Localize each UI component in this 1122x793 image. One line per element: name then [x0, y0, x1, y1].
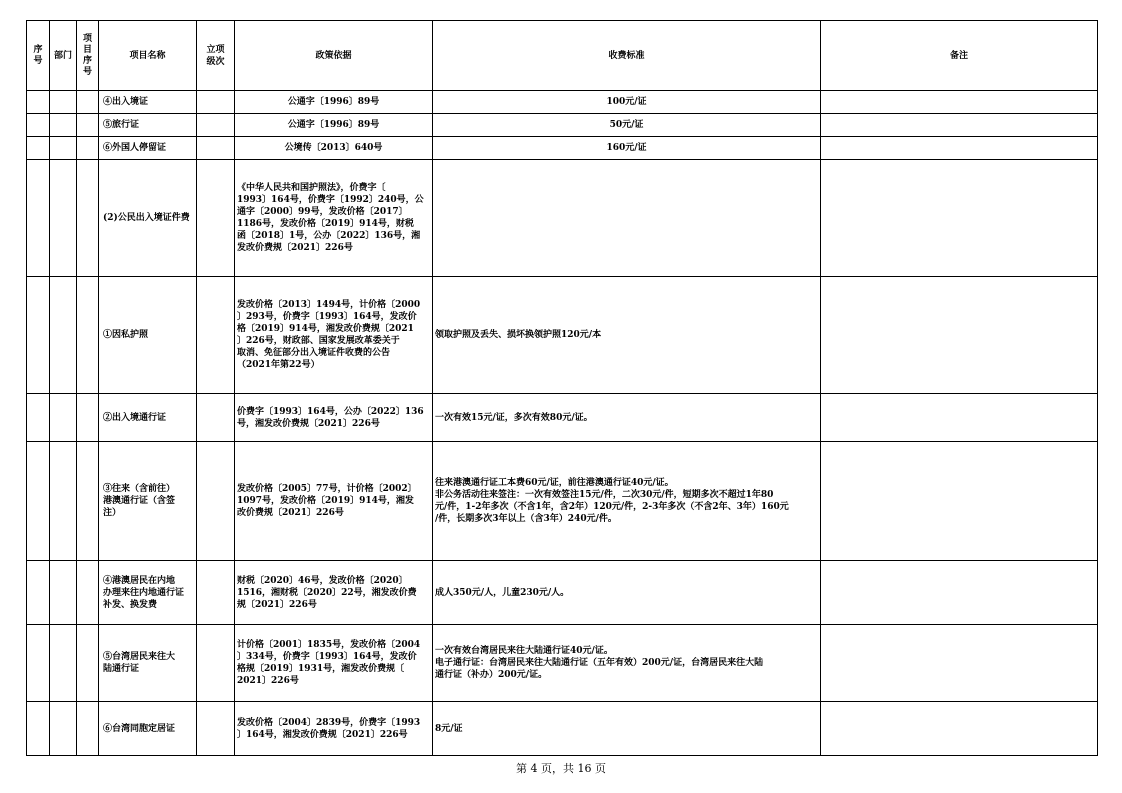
table-row: [27, 442, 1098, 561]
header-row: [27, 21, 1098, 91]
level-cell: [197, 394, 235, 442]
level-cell: [197, 160, 235, 277]
seq-cell: [27, 277, 50, 394]
header-level: 立项 级次: [197, 21, 235, 91]
item-seq-cell: [77, 442, 99, 561]
level-cell: [197, 91, 235, 114]
remark-cell: [821, 561, 1098, 625]
level-cell: [197, 702, 235, 756]
policy-cell: 公通字〔1996〕89号: [235, 91, 433, 114]
item-name-cell: ①因私护照: [99, 277, 197, 394]
dept-cell: [50, 702, 77, 756]
header-remark: 备注: [821, 21, 1098, 91]
table-row: [27, 561, 1098, 625]
table-row: [27, 137, 1098, 160]
remark-cell: [821, 277, 1098, 394]
table-row: [27, 91, 1098, 114]
standard-cell: 50元/证: [433, 114, 821, 137]
seq-cell: [27, 702, 50, 756]
policy-cell: 财税〔2020〕46号，发改价格〔2020〕 1516，湘财税〔2020〕22号，湘发改价费 规〔2021〕226号: [235, 561, 433, 625]
dept-cell: [50, 91, 77, 114]
standard-cell: 领取护照及丢失、损坏换领护照120元/本: [433, 277, 821, 394]
dept-cell: [50, 394, 77, 442]
header-item-name: 项目名称: [99, 21, 197, 91]
standard-cell: 100元/证: [433, 91, 821, 114]
policy-cell: 《中华人民共和国护照法》，价费字〔 1993〕164号，价费字〔1992〕240号，公 通字〔2000〕99号，发改价格〔2017〕 1186号，发改价格〔2019〕914号，财税 函〔2018〕1号，公办〔2022〕136号，湘 发改价费规〔2021〕226号: [235, 160, 433, 277]
item-name-cell: ⑤旅行证: [99, 114, 197, 137]
remark-cell: [821, 702, 1098, 756]
standard-cell: 往来港澳通行证工本费60元/证，前往港澳通行证40元/证。 非公务活动往来签注：一次有效签注15元/件，二次30元/件，短期多次不超过1年80 元/件，1-2年多次（不含1年，含2年）120元/件，2-3年多次（不含2年、3年）160元 /件，长期多次3年以上（含3年）240元/件。: [433, 442, 821, 561]
item-name-cell: ④港澳居民在内地 办理来往内地通行证 补发、换发费: [99, 561, 197, 625]
header-seq: 序 号: [27, 21, 50, 91]
item-name-cell: (2)公民出入境证件费: [99, 160, 197, 277]
level-cell: [197, 561, 235, 625]
dept-cell: [50, 114, 77, 137]
header-standard: 收费标准: [433, 21, 821, 91]
policy-cell: 公通字〔1996〕89号: [235, 114, 433, 137]
item-name-cell: ④出入境证: [99, 91, 197, 114]
remark-cell: [821, 625, 1098, 702]
seq-cell: [27, 625, 50, 702]
level-cell: [197, 114, 235, 137]
level-cell: [197, 442, 235, 561]
seq-cell: [27, 561, 50, 625]
dept-cell: [50, 442, 77, 561]
remark-cell: [821, 394, 1098, 442]
header-dept: 部门: [50, 21, 77, 91]
level-cell: [197, 137, 235, 160]
remark-cell: [821, 114, 1098, 137]
dept-cell: [50, 561, 77, 625]
item-seq-cell: [77, 561, 99, 625]
dept-cell: [50, 277, 77, 394]
page-footer: 第 4 页，共 16 页: [516, 762, 606, 775]
remark-cell: [821, 160, 1098, 277]
item-name-cell: ⑥外国人停留证: [99, 137, 197, 160]
policy-cell: 发改价格〔2005〕77号，计价格〔2002〕 1097号，发改价格〔2019〕914号，湘发 改价费规〔2021〕226号: [235, 442, 433, 561]
table-row: [27, 625, 1098, 702]
fee-table: [26, 20, 1098, 756]
seq-cell: [27, 137, 50, 160]
remark-cell: [821, 91, 1098, 114]
table-row: [27, 394, 1098, 442]
item-name-cell: ⑥台湾同胞定居证: [99, 702, 197, 756]
policy-cell: 发改价格〔2004〕2839号，价费字〔1993 〕164号，湘发改价费规〔2021〕226号: [235, 702, 433, 756]
seq-cell: [27, 442, 50, 561]
policy-cell: 计价格〔2001〕1835号，发改价格〔2004 〕334号，价费字〔1993〕164号，发改价 格规〔2019〕1931号，湘发改价费规〔 2021〕226号: [235, 625, 433, 702]
policy-cell: 价费字〔1993〕164号，公办〔2022〕136 号，湘发改价费规〔2021〕226号: [235, 394, 433, 442]
standard-cell: 一次有效台湾居民来往大陆通行证40元/证。 电子通行证：台湾居民来往大陆通行证（五年有效）200元/证，台湾居民来往大陆 通行证（补办）200元/证。: [433, 625, 821, 702]
item-name-cell: ③往来（含前往） 港澳通行证（含签 注）: [99, 442, 197, 561]
seq-cell: [27, 394, 50, 442]
standard-cell: 成人350元/人，儿童230元/人。: [433, 561, 821, 625]
seq-cell: [27, 160, 50, 277]
item-name-cell: ②出入境通行证: [99, 394, 197, 442]
item-seq-cell: [77, 137, 99, 160]
seq-cell: [27, 114, 50, 137]
item-seq-cell: [77, 394, 99, 442]
remark-cell: [821, 137, 1098, 160]
item-name-cell: ⑤台湾居民来往大 陆通行证: [99, 625, 197, 702]
item-seq-cell: [77, 114, 99, 137]
dept-cell: [50, 160, 77, 277]
table-row: [27, 160, 1098, 277]
item-seq-cell: [77, 277, 99, 394]
level-cell: [197, 625, 235, 702]
remark-cell: [821, 442, 1098, 561]
policy-cell: 公境传〔2013〕640号: [235, 137, 433, 160]
level-cell: [197, 277, 235, 394]
header-item-seq: 项 目 序 号: [77, 21, 99, 91]
policy-cell: 发改价格〔2013〕1494号，计价格〔2000 〕293号，价费字〔1993〕164号，发改价 格〔2019〕914号，湘发改价费规〔2021 〕226号，财政部、国家发展改革委关于 取消、免征部分出入境证件收费的公告 （2021年第22号）: [235, 277, 433, 394]
seq-cell: [27, 91, 50, 114]
item-seq-cell: [77, 702, 99, 756]
standard-cell: 8元/证: [433, 702, 821, 756]
table-row: [27, 277, 1098, 394]
item-seq-cell: [77, 91, 99, 114]
standard-cell: 160元/证: [433, 137, 821, 160]
item-seq-cell: [77, 160, 99, 277]
dept-cell: [50, 137, 77, 160]
header-policy: 政策依据: [235, 21, 433, 91]
table-row: [27, 702, 1098, 756]
dept-cell: [50, 625, 77, 702]
standard-cell: 一次有效15元/证，多次有效80元/证。: [433, 394, 821, 442]
table-row: [27, 114, 1098, 137]
item-seq-cell: [77, 625, 99, 702]
standard-cell: [433, 160, 821, 277]
